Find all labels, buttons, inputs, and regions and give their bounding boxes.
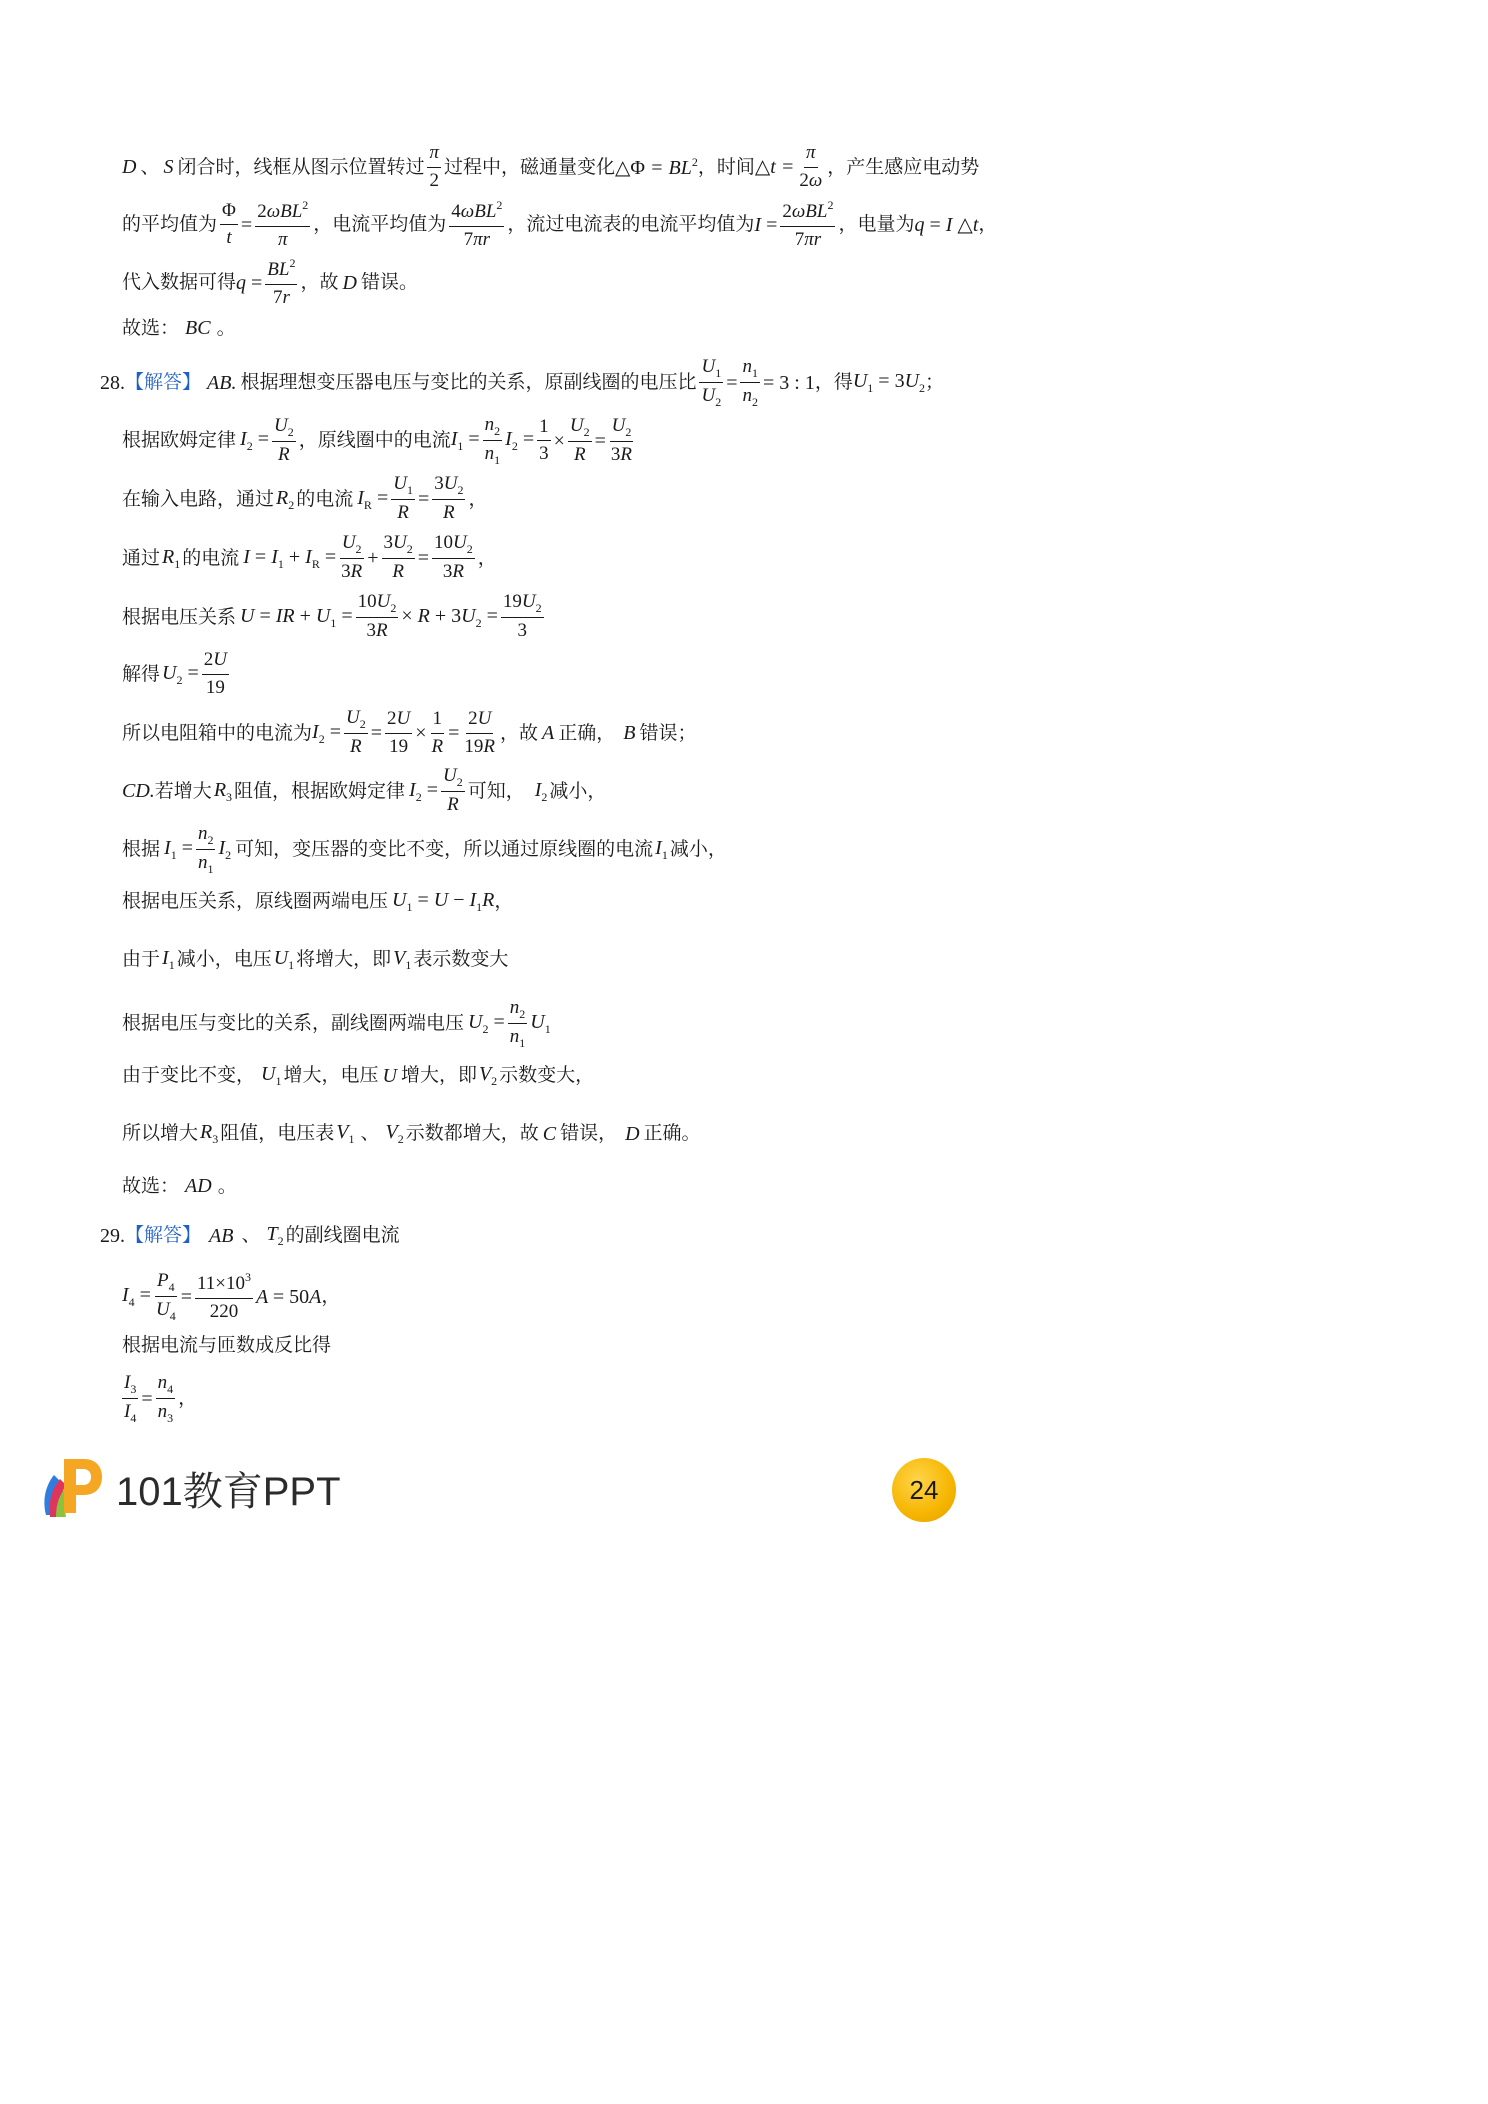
math-expr: $R_3$ xyxy=(213,778,233,804)
fraction: $\frac{\pi}{2\omega}$ xyxy=(799,142,823,191)
math-expr: $I_4$ = xyxy=(122,1284,151,1310)
text-span: 错误； xyxy=(639,721,697,744)
brand-logo xyxy=(40,1455,341,1521)
math-expr: $U_1$ xyxy=(530,1011,551,1037)
text-line xyxy=(122,198,997,252)
fraction: $\frac{U_2}{3R}$ xyxy=(610,414,633,466)
text-span: ，得 xyxy=(814,371,853,394)
text-span: 、 xyxy=(241,1224,261,1246)
text-span: ， xyxy=(321,1285,341,1308)
fraction: $\frac{U_1}{U_2}$ xyxy=(701,356,722,410)
text-line xyxy=(122,1336,331,1355)
text-span: 正确， xyxy=(558,721,616,744)
text-span: ， xyxy=(494,890,514,912)
math-expr: $V_2$ xyxy=(385,1121,404,1146)
math-expr: $U_2$ = xyxy=(162,661,199,687)
fraction: $\frac{1}{3}$ xyxy=(539,415,549,465)
math-expr: q = xyxy=(236,271,263,294)
fraction: $\frac{\Phi}{t}$ xyxy=(222,199,236,249)
math-expr: $U_1$ xyxy=(273,947,295,972)
text-span: 示数都增大，故 xyxy=(405,1122,539,1144)
fraction: $\frac{3U_2}{R}$ xyxy=(383,532,413,583)
fraction: $\frac{U_1}{R}$ xyxy=(393,473,413,524)
fraction: $\frac{BL^2}{7r}$ xyxy=(267,256,296,308)
math-expr: △Φ = $BL^2$ xyxy=(615,155,698,180)
text-line xyxy=(122,890,513,913)
fraction: $\frac{n_4}{n_3}$ xyxy=(157,1372,174,1426)
text-span: 可知，变压器的变比不变，所以通过原线圈的电流 xyxy=(235,838,654,861)
math-expr: △t = xyxy=(754,156,795,179)
math-expr: = xyxy=(594,429,606,452)
text-span: 通过 xyxy=(122,546,161,569)
text-span: 根据理想变压器电压与变比的关系，原副线圈的电压比 xyxy=(240,371,697,394)
math-expr: $U_1 = 3U_2$ xyxy=(852,370,926,396)
option-label: AB. xyxy=(207,371,237,394)
text-line xyxy=(122,473,487,525)
text-span: 减小， xyxy=(549,779,607,802)
text-line xyxy=(122,318,236,338)
math-expr: $I_2$ = xyxy=(409,778,438,804)
text-span: ，电流平均值为 xyxy=(313,213,447,236)
answer-tag: 【解答】 xyxy=(125,371,202,394)
fraction: $\frac{n_2}{n_1}$ xyxy=(197,823,214,877)
math-expr: × xyxy=(415,722,427,745)
fraction: $\frac{3U_2}{R}$ xyxy=(434,473,464,524)
text-span: 根据 xyxy=(122,838,161,861)
math-var: D xyxy=(342,271,357,294)
fraction: $\frac{2\omega BL^2}{\pi}$ xyxy=(257,198,309,250)
math-var: B xyxy=(623,722,636,745)
page-number: 24 xyxy=(892,1458,956,1522)
text-span: ，故 xyxy=(300,271,339,294)
math-var: D xyxy=(122,156,137,179)
text-span: 所以增大 xyxy=(122,1122,199,1144)
math-var: D xyxy=(625,1122,640,1145)
fraction: $\frac{U_2}{R}$ xyxy=(345,707,366,758)
text-span: 过程中，磁通量变化 xyxy=(444,155,616,178)
text-span: 。 xyxy=(216,316,236,339)
text-span: 阻值，根据欧姆定律 xyxy=(234,779,406,802)
math-expr: = xyxy=(448,722,460,745)
math-expr: = xyxy=(417,547,430,570)
math-var: U xyxy=(382,1064,397,1087)
text-span: 错误， xyxy=(560,1122,618,1144)
answer-tag: 【解答】 xyxy=(125,1224,202,1246)
answer: BC xyxy=(185,317,211,339)
fraction: $\frac{\pi}{2}$ xyxy=(429,142,440,191)
text-line xyxy=(122,414,637,468)
text-line xyxy=(122,997,551,1051)
text-span: 的电流 xyxy=(182,546,240,569)
fraction: $\frac{n_2}{n_1}$ xyxy=(484,414,501,468)
math-expr: $I_R$ = xyxy=(357,486,389,512)
fraction: $\frac{2\omega BL^2}{7\pi r}$ xyxy=(782,198,834,250)
text-span: 由于变比不变， xyxy=(122,1064,256,1086)
text-line xyxy=(122,1176,237,1196)
math-expr: × xyxy=(553,429,565,452)
text-span: ，产生感应电动势 xyxy=(827,155,980,178)
text-line xyxy=(122,532,497,584)
text-span: 根据电流与匝数成反比得 xyxy=(122,1334,332,1356)
fraction: $\frac{11\times 10^3}{220}$ xyxy=(196,1270,251,1322)
math-expr: = xyxy=(141,1387,153,1410)
fraction: $\frac{U_2}{R}$ xyxy=(443,765,463,816)
math-expr: q = I △t xyxy=(914,213,979,236)
text-span: 可知， xyxy=(467,779,525,802)
math-expr: $U_1 = U - I_1R$ xyxy=(392,889,495,914)
text-span: ，时间 xyxy=(697,155,755,178)
text-span: 、 xyxy=(360,1122,380,1144)
text-span: 根据欧姆定律 xyxy=(122,429,237,452)
question-number: 28. xyxy=(100,371,125,394)
text-line xyxy=(122,591,547,643)
fraction: $\frac{4\omega BL^2}{7\pi r}$ xyxy=(451,198,503,250)
text-span: 示数变大， xyxy=(499,1064,595,1086)
text-span: 表示数变大 xyxy=(413,948,509,970)
math-expr: $I_1$ xyxy=(162,947,175,972)
text-span: 根据电压关系 xyxy=(122,605,237,628)
logo-icon xyxy=(40,1455,104,1521)
text-span: 减小， xyxy=(669,838,727,861)
math-var: C xyxy=(542,1122,557,1145)
math-expr: A = 50A xyxy=(255,1285,322,1308)
text-line xyxy=(122,1122,701,1145)
math-expr: $R_1$ xyxy=(162,545,181,571)
text-span: 增大，即 xyxy=(400,1064,477,1086)
text-span: ，流过电流表的电流平均值为 xyxy=(507,213,755,236)
math-expr: = 3 : 1 xyxy=(762,371,815,394)
text-line xyxy=(122,256,418,310)
math-expr: × $R + 3U_2$ = xyxy=(401,604,498,630)
fraction: $\frac{U_2}{R}$ xyxy=(273,414,294,466)
text-span: 阻值，电压表 xyxy=(220,1122,335,1144)
text-span: 故选： xyxy=(122,316,180,339)
question-number: 29. xyxy=(100,1224,125,1247)
text-span: 闭合时，线框从图示位置转过 xyxy=(177,155,425,178)
math-expr: U = IR + $U_1$ = xyxy=(240,604,353,630)
math-expr: $I_2$ = xyxy=(312,720,341,746)
math-expr: $U_2$ = xyxy=(468,1011,505,1037)
text-span: 错误。 xyxy=(360,271,418,294)
text-line xyxy=(122,707,696,759)
text-span: ，电量为 xyxy=(838,213,915,236)
text-span: 。 xyxy=(217,1174,237,1197)
text-span: 根据电压关系，原线圈两端电压 xyxy=(122,890,389,912)
text-span: 根据电压与变比的关系，副线圈两端电压 xyxy=(122,1012,465,1035)
text-span: 由于 xyxy=(122,948,161,970)
math-var: A xyxy=(542,722,555,745)
text-span: 正确。 xyxy=(643,1122,701,1144)
answer: AD xyxy=(185,1175,212,1197)
text-line xyxy=(122,1372,197,1426)
fraction: $\frac{19U_2}{3}$ xyxy=(502,591,542,642)
text-span: 代入数据可得 xyxy=(122,271,237,294)
math-expr: $I_1$ = xyxy=(450,428,480,454)
text-span: 增大，电压 xyxy=(283,1064,379,1086)
math-expr: + xyxy=(367,547,379,570)
text-span: ，故 xyxy=(500,721,539,744)
option-label: AB xyxy=(209,1224,234,1247)
fraction: $\frac{2U}{19}$ xyxy=(386,707,411,757)
fraction: $\frac{U_2}{3R}$ xyxy=(341,532,363,583)
math-expr: $R_3$ xyxy=(200,1121,219,1146)
fraction: $\frac{n_2}{n_1}$ xyxy=(509,997,526,1051)
math-expr: $I_1$ xyxy=(655,837,668,863)
text-span: ， xyxy=(978,213,998,236)
text-span: ， xyxy=(477,546,497,569)
text-span: ； xyxy=(925,371,945,394)
text-span: 解得 xyxy=(122,662,161,685)
fraction: $\frac{2U}{19}$ xyxy=(203,649,227,698)
math-expr: $I_1$ = xyxy=(164,837,193,863)
math-expr: $I_2$ xyxy=(218,837,232,863)
math-expr: $I_2$ xyxy=(534,778,548,804)
math-expr: = xyxy=(240,213,253,236)
fraction: $\frac{2U}{19R}$ xyxy=(464,707,495,757)
text-span: ，原线圈中的电流 xyxy=(298,429,451,452)
fraction: $\frac{n_1}{n_2}$ xyxy=(742,356,758,410)
math-expr: I = xyxy=(754,213,778,236)
text-span: 在输入电路，通过 xyxy=(122,487,275,510)
math-expr: $I = I_1 + I_R$ = xyxy=(243,545,337,571)
text-line xyxy=(122,649,232,700)
math-expr: = xyxy=(417,488,430,511)
text-line xyxy=(122,1064,594,1087)
text-span: 若增大 xyxy=(154,779,212,802)
fraction: $\frac{I_3}{I_4}$ xyxy=(124,1372,137,1426)
text-line xyxy=(100,356,944,410)
text-span: ， xyxy=(468,487,488,510)
text-span: 减小，电压 xyxy=(176,948,272,970)
math-expr: = xyxy=(726,371,738,394)
text-line xyxy=(100,1224,400,1247)
math-expr: $V_1$ xyxy=(393,947,412,972)
math-expr: $V_1$ xyxy=(336,1121,355,1146)
text-line xyxy=(122,823,727,877)
text-line xyxy=(122,765,606,817)
option-label: CD. xyxy=(122,780,155,803)
text-span: 的电流 xyxy=(296,487,354,510)
text-span: 所以电阻箱中的电流为 xyxy=(122,721,313,744)
text-span: 的平均值为 xyxy=(122,213,218,236)
text-line xyxy=(122,948,508,971)
math-expr: = xyxy=(370,722,382,745)
math-expr: $T_2$ xyxy=(266,1223,284,1248)
text-span: 、 xyxy=(140,155,160,178)
math-expr: $R_2$ xyxy=(276,486,295,512)
fraction: $\frac{1}{R}$ xyxy=(431,707,444,757)
math-expr: $U_1$ xyxy=(261,1063,282,1088)
text-span: 故选： xyxy=(122,1174,180,1197)
fraction: $\frac{10U_2}{3R}$ xyxy=(357,591,397,642)
brand-name: 101教育PPT xyxy=(116,1469,341,1514)
text-span: 将增大，即 xyxy=(296,948,392,970)
fraction: $\frac{U_2}{R}$ xyxy=(569,414,590,466)
text-line xyxy=(122,1270,340,1324)
text-span: 的副线圈电流 xyxy=(285,1224,400,1246)
text-line xyxy=(122,142,979,193)
text-span: ， xyxy=(178,1387,198,1410)
fraction: $\frac{10U_2}{3R}$ xyxy=(434,532,473,583)
math-var: S xyxy=(163,156,174,179)
math-expr: = xyxy=(180,1285,192,1308)
math-expr: $V_2$ xyxy=(478,1063,498,1088)
math-expr: $I_2$ = xyxy=(505,428,535,454)
fraction: $\frac{P_4}{U_4}$ xyxy=(155,1270,176,1324)
math-expr: $I_2$ = xyxy=(240,428,269,454)
